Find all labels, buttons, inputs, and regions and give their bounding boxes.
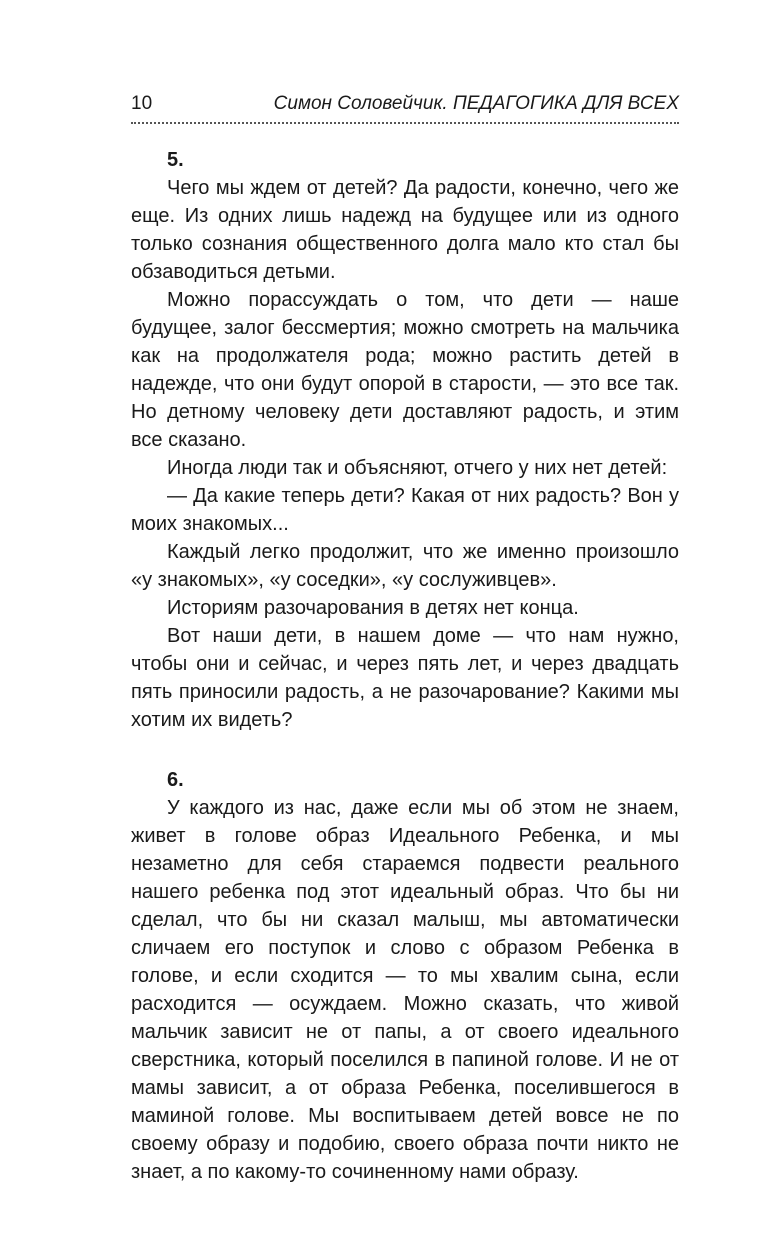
section-6: [131, 766, 679, 1186]
paragraph: Чего мы ждем от детей? Да радости, конечно, чего же еще. Из одних лишь надежд на будущее или из одного только сознания общественного долга мало кто стал бы обзаводиться детьми.: [131, 177, 679, 283]
book-page: [131, 92, 679, 1186]
paragraph: Можно порассуждать о том, что дети — наше будущее, залог бессмертия; можно смотреть на мальчика как на продолжателя рода; можно растить детей в надежде, что они будут опорой в старости, — это все так. Но детному человеку дети доставляют радость, и этим все сказано.: [131, 289, 679, 451]
paragraph: Каждый легко продолжит, что же именно произошло «у знакомых», «у соседки», «у сослуживцев».: [131, 541, 679, 591]
paragraph: Историям разочарования в детях нет конца.: [167, 597, 579, 619]
paragraph: У каждого из нас, даже если мы об этом не знаем, живет в голове образ Идеального Ребенка, и мы незаметно для себя стараемся подвести реального нашего ребенка под этот идеальный образ. Что бы ни сделал, что бы ни сказал малыш, мы автоматически сличаем его поступок и слово с образом Ребенка в голове, и если сходится — то мы хвалим сына, если расходится — осуждаем. Можно сказать, что живой мальчик зависит не от папы, а от своего идеального сверстника, который поселился в папиной голове. И не от мамы зависит, а от образа Ребенка, поселившегося в маминой голове. Мы воспитываем детей вовсе не по своему образу и подобию, своего образа почти никто не знает, а по какому-то сочиненному нами образу.: [131, 797, 679, 1183]
page-number: 10: [131, 93, 153, 114]
section-number: 5.: [167, 149, 184, 171]
paragraph: Вот наши дети, в нашем доме — что нам нужно, чтобы они и сейчас, и через пять лет, и через двадцать пять приносили радость, а не разочарование? Какими мы хотим их видеть?: [131, 625, 679, 731]
running-header: [131, 92, 679, 124]
section-number: 6.: [167, 769, 184, 791]
running-title: Симон Соловейчик. ПЕДАГОГИКА ДЛЯ ВСЕХ: [273, 93, 679, 114]
dialogue-line: — Да какие теперь дети? Какая от них радость? Вон у моих знакомых...: [131, 485, 679, 535]
section-5: [131, 146, 679, 734]
paragraph: Иногда люди так и объясняют, отчего у них нет детей:: [167, 457, 668, 479]
